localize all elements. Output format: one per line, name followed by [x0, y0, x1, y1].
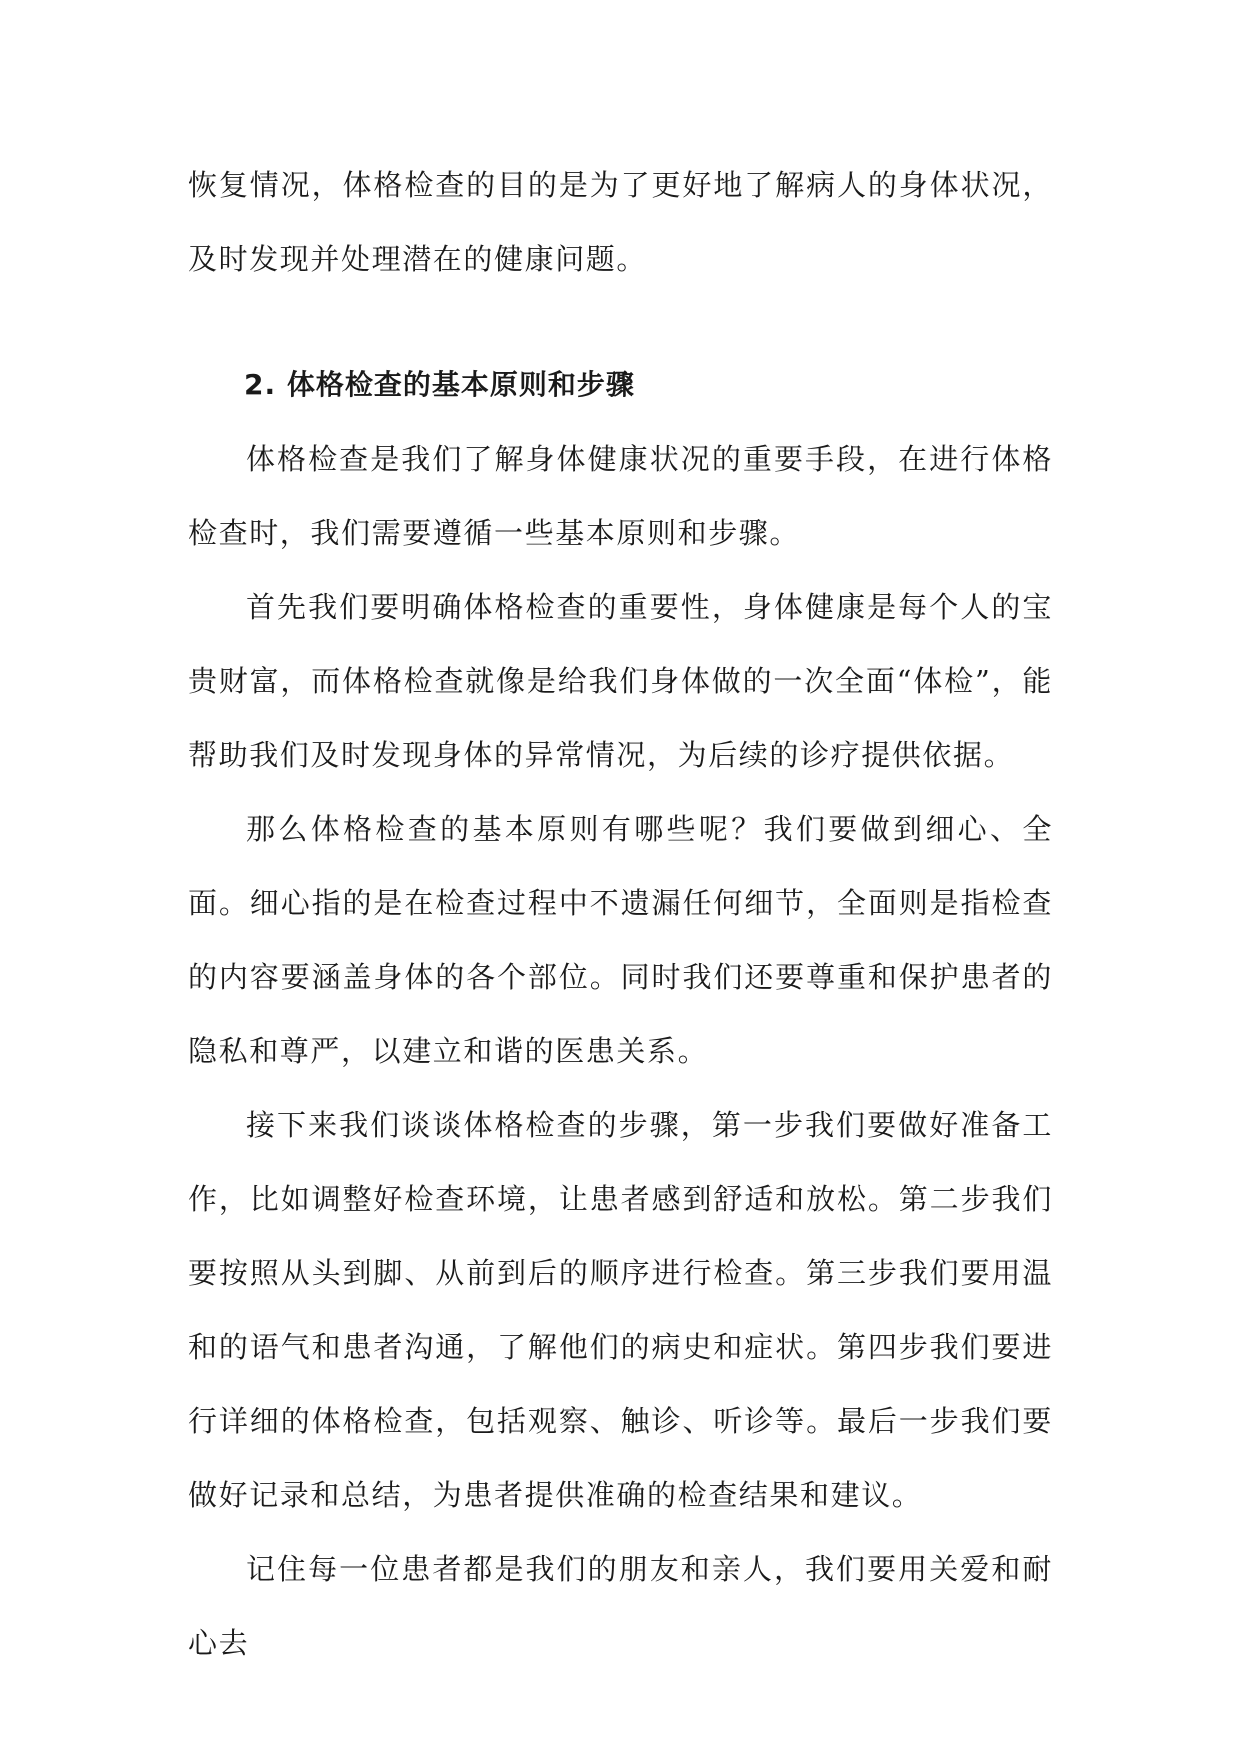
document-body [188, 148, 1053, 1680]
paragraph-1: 体格检查是我们了解身体健康状况的重要手段，在进行体格检查时，我们需要遵循一些基本原则和步骤。 [188, 442, 1053, 550]
paragraph-4: 接下来我们谈谈体格检查的步骤，第一步我们要做好准备工作，比如调整好检查环境，让患者感到舒适和放松。第二步我们要按照从头到脚、从前到后的顺序进行检查。第三步我们要用温和的语气和患者沟通，了解他们的病史和症状。第四步我们要进行详细的体格检查，包括观察、触诊、听诊等。最后一步我们要做好记录和总结，为患者提供准确的检查结果和建议。 [188, 1108, 1053, 1512]
section-heading: 2. 体格检查的基本原则和步骤 [244, 368, 635, 401]
paragraph-3: 那么体格检查的基本原则有哪些呢？我们要做到细心、全面。细心指的是在检查过程中不遗漏任何细节，全面则是指检查的内容要涵盖身体的各个部位。同时我们还要尊重和保护患者的隐私和尊严，以建立和谐的医患关系。 [188, 812, 1053, 1068]
continuation-paragraph: 恢复情况，体格检查的目的是为了更好地了解病人的身体状况，及时发现并处理潜在的健康问题。 [188, 168, 1053, 276]
paragraph-2: 首先我们要明确体格检查的重要性，身体健康是每个人的宝贵财富，而体格检查就像是给我们身体做的一次全面“体检”，能帮助我们及时发现身体的异常情况，为后续的诊疗提供依据。 [188, 590, 1053, 772]
paragraph-5: 记住每一位患者都是我们的朋友和亲人，我们要用关爱和耐心去 [188, 1552, 1053, 1660]
